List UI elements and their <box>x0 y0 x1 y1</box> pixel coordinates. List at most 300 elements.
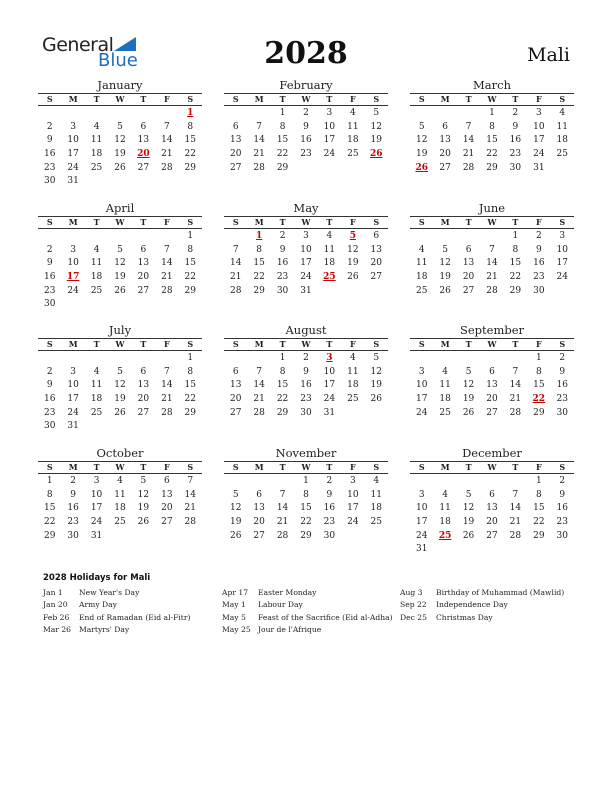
day-cell: 26 <box>229 530 242 541</box>
day-cell: 11 <box>114 489 126 500</box>
day-cell: 20 <box>253 517 265 528</box>
day-cell: 29 <box>276 407 289 418</box>
day-cell: 27 <box>229 162 242 173</box>
holiday-date: Sep 22 <box>400 600 427 610</box>
day-cell <box>341 161 364 175</box>
day-cell <box>85 297 108 311</box>
holiday-day-cell: 20 <box>137 149 150 160</box>
day-cell: 24 <box>533 149 545 160</box>
day-cell: 3 <box>70 121 76 132</box>
day-cell: 21 <box>161 394 173 405</box>
week-row <box>224 501 388 515</box>
day-cell: 18 <box>90 149 103 160</box>
weekday-label: S <box>46 339 53 349</box>
weekday-label: F <box>163 217 170 227</box>
weekday-header <box>410 461 574 474</box>
day-cell: 1 <box>535 476 542 486</box>
holiday-entry <box>43 624 214 636</box>
day-cell: 23 <box>556 394 568 405</box>
day-cell: 9 <box>279 244 286 255</box>
day-cell: 23 <box>43 285 56 296</box>
day-cell <box>504 474 527 488</box>
day-cell <box>108 419 131 433</box>
holiday-name: Labour Day <box>258 600 303 610</box>
weekday-label: F <box>535 217 542 227</box>
day-cell: 13 <box>370 244 382 255</box>
day-cell <box>224 351 247 365</box>
day-cell: 26 <box>462 407 475 418</box>
month-june <box>410 201 574 297</box>
weekday-label: W <box>301 462 311 472</box>
day-cell: 21 <box>253 394 265 405</box>
day-cell: 17 <box>323 380 336 391</box>
day-cell: 26 <box>114 285 126 296</box>
day-cell <box>108 351 131 365</box>
weekday-label: S <box>46 217 53 227</box>
day-cell <box>179 174 202 188</box>
day-cell <box>179 419 202 433</box>
day-cell: 5 <box>465 366 472 377</box>
day-cell <box>294 161 317 175</box>
day-cell: 8 <box>512 244 519 255</box>
month-october <box>38 446 202 542</box>
week-row <box>410 120 574 134</box>
week-row <box>410 229 574 243</box>
day-cell: 4 <box>326 231 333 241</box>
day-cell: 11 <box>90 380 103 391</box>
day-cell: 24 <box>67 407 79 418</box>
weekday-header <box>38 338 202 351</box>
day-cell: 29 <box>533 407 545 418</box>
day-cell: 6 <box>232 366 239 377</box>
day-cell: 20 <box>462 272 475 283</box>
month-march <box>410 78 574 174</box>
day-cell <box>365 529 388 543</box>
day-cell: 14 <box>161 258 173 269</box>
day-cell <box>61 297 84 311</box>
day-cell: 5 <box>232 489 239 500</box>
weekday-label: T <box>93 462 100 472</box>
day-cell: 23 <box>43 162 56 173</box>
weekday-label: S <box>373 217 380 227</box>
day-cell: 31 <box>67 421 79 432</box>
day-cell: 8 <box>535 366 542 377</box>
month-name: May <box>293 201 319 215</box>
day-cell <box>155 419 178 433</box>
day-cell: 19 <box>229 517 242 528</box>
day-cell: 13 <box>229 380 242 391</box>
day-cell <box>108 174 131 188</box>
day-cell: 4 <box>418 244 425 255</box>
day-cell: 30 <box>323 530 336 541</box>
day-cell <box>38 106 61 120</box>
day-cell: 13 <box>462 258 475 269</box>
holidays-title: 2028 Holidays for Mali <box>43 573 151 583</box>
month-april <box>38 201 202 311</box>
month-august <box>224 323 388 419</box>
day-cell: 17 <box>90 503 103 514</box>
day-cell <box>132 106 155 120</box>
day-cell <box>457 351 480 365</box>
day-cell: 9 <box>303 366 309 377</box>
holiday-date: May 25 <box>222 624 251 634</box>
day-cell: 22 <box>184 272 196 283</box>
holiday-entry <box>222 599 393 611</box>
day-cell: 7 <box>279 489 286 500</box>
day-cell: 7 <box>163 244 170 255</box>
day-cell: 11 <box>347 121 359 132</box>
weekday-label: T <box>512 217 519 227</box>
weekday-label: S <box>187 217 194 227</box>
day-cell <box>179 297 202 311</box>
day-cell: 16 <box>533 258 545 269</box>
day-cell: 12 <box>462 503 475 514</box>
day-cell: 7 <box>489 244 495 255</box>
day-cell: 28 <box>161 162 173 173</box>
day-cell: 30 <box>276 285 289 296</box>
day-cell: 1 <box>46 476 53 486</box>
week-row <box>224 270 388 284</box>
day-cell: 30 <box>43 299 56 310</box>
day-cell: 10 <box>90 489 103 500</box>
day-cell: 29 <box>184 285 196 296</box>
day-cell <box>551 542 574 556</box>
day-cell <box>61 351 84 365</box>
week-row <box>38 529 202 543</box>
day-cell: 19 <box>439 272 451 283</box>
month-name: March <box>473 78 511 92</box>
day-cell <box>155 174 178 188</box>
day-cell: 7 <box>256 121 262 132</box>
week-row <box>38 243 202 257</box>
day-cell <box>504 542 527 556</box>
week-row <box>410 351 574 365</box>
weekday-label: F <box>535 94 542 104</box>
day-cell: 18 <box>439 394 451 405</box>
day-cell <box>410 106 433 120</box>
weekday-label: T <box>326 339 333 349</box>
day-cell: 3 <box>349 476 356 486</box>
week-row <box>38 147 202 161</box>
weekday-label: W <box>487 217 497 227</box>
day-cell: 10 <box>67 135 79 146</box>
page-title-year: 2028 <box>264 36 348 71</box>
logo-triangle-icon <box>114 37 136 51</box>
day-cell: 13 <box>137 258 150 269</box>
holiday-date: Aug 3 <box>400 588 423 597</box>
day-cell: 25 <box>90 285 103 296</box>
day-cell <box>480 229 503 243</box>
week-row <box>224 365 388 379</box>
day-cell: 4 <box>559 108 566 118</box>
day-cell: 4 <box>442 489 448 500</box>
week-row <box>38 284 202 298</box>
day-cell: 23 <box>533 272 545 283</box>
day-cell: 2 <box>303 353 309 363</box>
week-row <box>410 106 574 120</box>
day-cell <box>155 297 178 311</box>
week-row <box>224 406 388 420</box>
day-cell <box>155 351 178 365</box>
day-cell: 19 <box>114 272 126 283</box>
day-cell: 6 <box>373 231 380 241</box>
week-row <box>410 256 574 270</box>
day-cell: 14 <box>253 135 265 146</box>
day-cell <box>410 474 433 488</box>
day-cell: 25 <box>90 407 103 418</box>
weekday-label: S <box>232 462 239 472</box>
weekday-label: F <box>163 94 170 104</box>
week-row <box>410 542 574 556</box>
day-cell: 27 <box>486 407 498 418</box>
day-cell: 17 <box>347 503 359 514</box>
day-cell <box>318 284 341 298</box>
day-cell: 7 <box>163 366 170 377</box>
day-cell <box>318 161 341 175</box>
day-cell: 11 <box>347 366 359 377</box>
day-cell: 13 <box>486 380 498 391</box>
week-row <box>38 392 202 406</box>
day-cell: 2 <box>46 366 53 377</box>
day-cell: 2 <box>70 476 76 486</box>
weekday-label: S <box>373 94 380 104</box>
holiday-entry <box>400 599 571 611</box>
weekday-label: M <box>440 94 450 104</box>
day-cell: 15 <box>486 135 498 146</box>
week-row <box>224 106 388 120</box>
month-september <box>410 323 574 419</box>
day-cell: 15 <box>509 258 522 269</box>
holiday-day-cell: 25 <box>438 530 452 541</box>
day-cell: 10 <box>67 380 79 391</box>
day-cell: 23 <box>509 149 522 160</box>
day-cell: 14 <box>184 489 196 500</box>
day-cell: 6 <box>256 489 262 500</box>
day-cell: 25 <box>90 162 103 173</box>
week-row <box>224 474 388 488</box>
day-cell: 14 <box>161 135 173 146</box>
holiday-day-cell: 26 <box>415 162 428 173</box>
holiday-day-cell: 1 <box>187 108 194 118</box>
day-cell: 26 <box>462 530 475 541</box>
weekday-label: T <box>465 94 472 104</box>
day-cell <box>433 351 456 365</box>
day-cell: 25 <box>114 517 126 528</box>
day-cell: 14 <box>276 503 289 514</box>
day-cell: 28 <box>229 285 242 296</box>
day-cell: 8 <box>303 489 309 500</box>
day-cell: 18 <box>439 517 451 528</box>
weekday-label: W <box>487 462 497 472</box>
day-cell: 12 <box>114 135 126 146</box>
day-cell: 29 <box>300 530 312 541</box>
holiday-name: Easter Monday <box>258 588 317 597</box>
weekday-label: M <box>440 339 450 349</box>
weekday-label: S <box>418 339 425 349</box>
weekday-label: T <box>279 217 286 227</box>
day-cell: 27 <box>229 407 242 418</box>
day-cell: 21 <box>161 149 173 160</box>
day-cell: 4 <box>349 108 356 118</box>
day-cell <box>433 542 456 556</box>
day-cell: 14 <box>253 380 265 391</box>
weekday-label: T <box>279 94 286 104</box>
day-cell <box>527 542 550 556</box>
day-cell: 8 <box>187 121 194 132</box>
week-row <box>38 378 202 392</box>
day-cell: 5 <box>117 121 123 132</box>
week-row <box>410 270 574 284</box>
weekday-label: T <box>326 217 333 227</box>
day-cell: 20 <box>439 149 451 160</box>
week-row <box>38 488 202 502</box>
weekday-label: W <box>115 462 125 472</box>
day-cell: 21 <box>253 149 265 160</box>
day-cell: 8 <box>489 121 495 132</box>
weekday-label: T <box>326 94 333 104</box>
holiday-date: Mar 26 <box>43 624 72 634</box>
week-row <box>38 229 202 243</box>
day-cell: 5 <box>117 366 123 377</box>
day-cell: 2 <box>535 231 542 241</box>
day-cell: 25 <box>439 407 451 418</box>
week-row <box>410 161 574 175</box>
day-cell <box>38 351 61 365</box>
day-cell <box>457 474 480 488</box>
day-cell: 16 <box>323 503 336 514</box>
holiday-day-cell: 5 <box>349 231 356 241</box>
day-cell: 3 <box>70 366 76 377</box>
day-cell: 26 <box>137 517 150 528</box>
weekday-label: W <box>301 94 311 104</box>
day-cell: 16 <box>43 272 56 283</box>
logo-text-general: General <box>42 34 114 56</box>
holiday-day-cell: 1 <box>256 231 263 241</box>
day-cell: 7 <box>465 121 472 132</box>
day-cell: 28 <box>276 530 289 541</box>
day-cell: 7 <box>512 489 519 500</box>
weekday-label: W <box>301 339 311 349</box>
weekday-header <box>224 338 388 351</box>
day-cell: 30 <box>300 407 312 418</box>
day-cell: 11 <box>415 258 428 269</box>
day-cell: 18 <box>114 503 126 514</box>
day-cell: 10 <box>323 121 336 132</box>
day-cell <box>132 351 155 365</box>
weekday-label: S <box>46 94 53 104</box>
day-cell: 5 <box>373 108 380 118</box>
month-name: October <box>96 446 144 460</box>
holiday-name: Feast of the Sacrifice (Eid al-Adha) <box>258 612 393 622</box>
day-cell: 5 <box>117 244 123 255</box>
day-cell <box>365 406 388 420</box>
day-cell: 24 <box>300 272 312 283</box>
holidays-column <box>222 587 393 636</box>
day-cell: 15 <box>276 135 289 146</box>
day-cell: 1 <box>535 353 542 363</box>
day-cell: 29 <box>43 530 56 541</box>
weekday-label: M <box>68 217 78 227</box>
day-cell: 11 <box>323 244 336 255</box>
day-cell: 1 <box>279 108 286 118</box>
month-name: June <box>478 201 506 215</box>
day-cell <box>224 229 247 243</box>
day-cell: 4 <box>373 476 380 486</box>
day-cell: 14 <box>509 380 522 391</box>
day-cell: 24 <box>90 517 103 528</box>
day-cell: 23 <box>43 407 56 418</box>
day-cell <box>85 229 108 243</box>
weekday-label: F <box>535 339 542 349</box>
day-cell <box>433 229 456 243</box>
day-cell: 17 <box>323 135 336 146</box>
day-cell: 13 <box>137 380 150 391</box>
day-cell: 5 <box>373 353 380 363</box>
day-cell: 27 <box>161 517 173 528</box>
day-cell: 8 <box>279 366 286 377</box>
day-cell: 18 <box>415 272 428 283</box>
day-cell: 14 <box>229 258 242 269</box>
day-cell: 16 <box>300 380 312 391</box>
day-cell: 9 <box>70 489 76 500</box>
day-cell <box>61 106 84 120</box>
month-name: November <box>275 446 337 460</box>
day-cell: 12 <box>462 380 475 391</box>
day-cell: 21 <box>184 503 196 514</box>
weekday-label: M <box>440 462 450 472</box>
day-cell: 26 <box>370 394 382 405</box>
weekday-label: M <box>254 462 264 472</box>
day-cell: 30 <box>533 285 545 296</box>
day-cell: 27 <box>253 530 265 541</box>
day-cell: 7 <box>256 366 262 377</box>
day-cell: 9 <box>559 366 566 377</box>
week-row <box>38 351 202 365</box>
day-cell: 4 <box>442 366 448 377</box>
day-cell: 18 <box>370 503 382 514</box>
day-cell: 7 <box>232 244 239 255</box>
day-cell <box>341 529 364 543</box>
logo <box>42 34 142 70</box>
week-row <box>224 229 388 243</box>
weekday-label: S <box>187 94 194 104</box>
day-cell: 9 <box>46 258 53 269</box>
day-cell: 22 <box>276 394 289 405</box>
week-row <box>224 256 388 270</box>
day-cell: 31 <box>415 544 428 555</box>
day-cell: 22 <box>509 272 522 283</box>
week-row <box>38 174 202 188</box>
day-cell <box>341 284 364 298</box>
day-cell: 16 <box>300 135 312 146</box>
day-cell: 17 <box>533 135 545 146</box>
day-cell: 6 <box>140 121 147 132</box>
week-row <box>224 515 388 529</box>
day-cell: 25 <box>347 394 359 405</box>
day-cell: 9 <box>46 135 53 146</box>
day-cell: 30 <box>509 162 522 173</box>
day-cell: 8 <box>279 121 286 132</box>
day-cell: 12 <box>347 244 359 255</box>
holiday-date: Jan 1 <box>43 588 63 597</box>
month-may <box>224 201 388 297</box>
day-cell: 10 <box>300 244 312 255</box>
day-cell: 22 <box>184 394 196 405</box>
weekday-label: T <box>279 462 286 472</box>
day-cell <box>457 229 480 243</box>
day-cell: 10 <box>556 244 568 255</box>
day-cell: 4 <box>349 353 356 363</box>
